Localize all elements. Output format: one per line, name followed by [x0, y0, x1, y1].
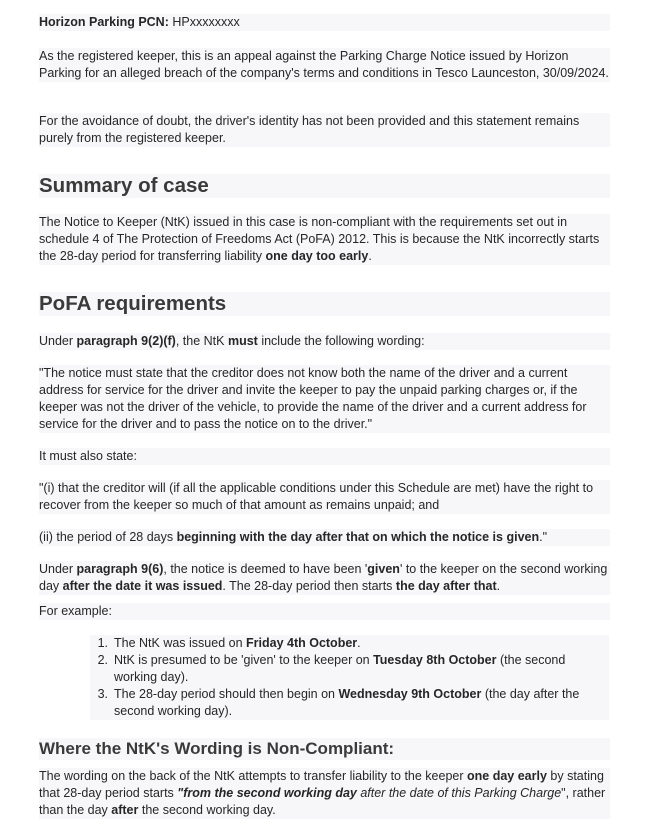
pcn-label: Horizon Parking PCN:: [39, 15, 169, 29]
noncompliant-paragraph: The wording on the back of the NtK attempts to transfer liability to the keeper one day early by stating that 28-day period starts "from the second working day after the date of this Parking Charge", rather than the day after the second working day.: [39, 768, 610, 819]
pcn-value: HPxxxxxxxx: [172, 15, 240, 29]
pofa-heading: PoFA requirements: [39, 292, 227, 315]
pofa-paragraph-3: Under paragraph 9(6), the notice is deemed to have been 'given' to the keeper on the second working day after the date it was issued. The 28-day period then starts the day after that.: [39, 561, 610, 595]
list-item: 2. NtK is presumed to be 'given' to the keeper on Tuesday 8th October (the second working day).: [97, 653, 566, 684]
pofa-paragraph-2: It must also state:: [39, 448, 610, 465]
pofa-quote-1: "The notice must state that the creditor does not know both the name of the driver and a current address for service for the driver and invite the keeper to pay the unpaid parking charges or, if the keeper was not the driver of the vehicle, to provide the name of the driver and a current address for service for the driver and to pass the notice on to the driver.": [39, 365, 610, 433]
example-label-block: [39, 603, 610, 620]
pcn-header: [39, 14, 610, 31]
pofa-quote-2: "(i) that the creditor will (if all the applicable conditions under this Schedule are met) have the right to recover from the keeper so much of that amount as remains unpaid; and: [39, 480, 610, 514]
list-item: 3. The 28-day period should then begin on Wednesday 9th October (the day after the second working day).: [97, 687, 580, 718]
pofa-heading-block: [39, 292, 610, 316]
summary-paragraph: The Notice to Keeper (NtK) issued in this case is non-compliant with the requirements set out in schedule 4 of The Protection of Freedoms Act (PoFA) 2012. This is because the NtK incorrectly starts the 28-day period for transferring liability one day too early.: [39, 214, 610, 265]
pofa-quote-3: (ii) the period of 28 days beginning with the day after that on which the notice is given.": [39, 529, 610, 546]
intro-paragraph-1: As the registered keeper, this is an appeal against the Parking Charge Notice issued by Horizon Parking for an alleged breach of the company's terms and conditions in Tesco Launceston, 30/09/2024.: [39, 49, 609, 80]
intro-paragraph-2: For the avoidance of doubt, the driver's identity has not been provided and this statement remains purely from the registered keeper.: [39, 113, 610, 147]
list-item: 1. The NtK was issued on Friday 4th October.: [97, 636, 361, 650]
example-label: For example:: [39, 604, 112, 618]
noncompliant-heading-block: [39, 738, 610, 760]
noncompliant-heading: Where the NtK's Wording is Non-Compliant:: [39, 739, 395, 758]
summary-heading: Summary of case: [39, 174, 209, 197]
example-list: [90, 635, 609, 720]
summary-heading-block: [39, 174, 610, 198]
pofa-paragraph-1: Under paragraph 9(2)(f), the NtK must include the following wording:: [39, 333, 610, 350]
